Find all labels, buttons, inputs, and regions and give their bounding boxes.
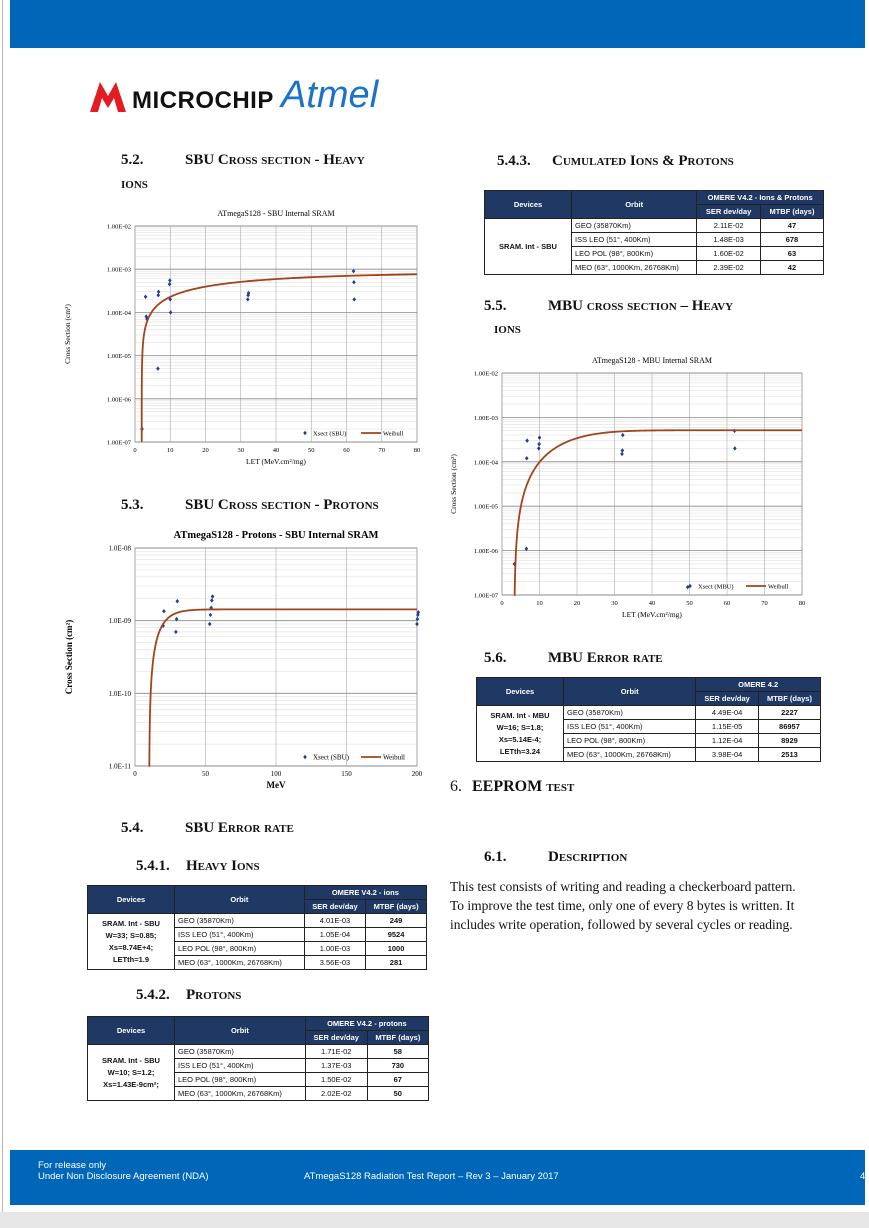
heading-6-1 — [484, 849, 627, 866]
orbit-cell: GEO (35870Km) — [572, 219, 697, 233]
x-tick-label: 30 — [237, 447, 244, 454]
y-tick-label: 1.0E-11 — [108, 762, 131, 771]
legend-label-fit: Weibull — [383, 430, 404, 438]
chart-sbu-protons — [60, 524, 440, 809]
section-title: Cumulated Ions & Protons — [552, 153, 734, 169]
section-title: Protons — [186, 987, 242, 1003]
table-row — [477, 706, 821, 720]
section-title: Description — [548, 849, 628, 865]
section-title: SBU Cross section - Heavy — [185, 152, 365, 168]
heading-5-2-cont: ions — [121, 176, 148, 192]
device-line: W=10; S=1.2; — [107, 1067, 155, 1077]
x-tick-label: 50 — [202, 770, 209, 778]
chart-title: ATmegaS128 - MBU Internal SRAM — [592, 356, 712, 365]
legend-label-fit: Weibull — [383, 753, 405, 762]
device-line: W=16; S=1.8; Xs=5.14E-4; — [496, 722, 544, 744]
section-number: 5.2. — [121, 152, 144, 168]
x-axis-label: MeV — [266, 780, 286, 790]
device-cell — [485, 219, 572, 275]
section-number: 5.4.1. — [136, 858, 170, 874]
y-axis-label: Cross Section (cm²) — [449, 454, 458, 514]
ser-cell: 1.15E-05 — [696, 720, 759, 734]
y-tick-label: 1.00E-03 — [106, 266, 131, 274]
orbit-cell: GEO (35870Km) — [175, 1045, 306, 1059]
x-tick-label: 40 — [272, 447, 280, 454]
table-header-row — [477, 678, 821, 692]
y-tick-label: 1.00E-07 — [106, 439, 131, 447]
y-tick-label: 1.00E-02 — [106, 223, 131, 231]
x-tick-label: 70 — [378, 447, 385, 454]
device-cell — [88, 914, 175, 970]
x-tick-label: 0 — [500, 600, 504, 607]
mtbf-cell: 249 — [366, 914, 427, 928]
section-number: 5.5. — [484, 298, 507, 314]
orbit-cell: ISS LEO (51°, 400Km) — [572, 233, 697, 247]
orbit-cell: MEO (63°, 1000Km, 26768Km) — [572, 261, 697, 275]
header-orbit: Orbit — [175, 886, 305, 914]
ser-cell: 1.00E-03 — [304, 942, 365, 956]
header-devices: Devices — [477, 678, 564, 706]
table-heavy-ions — [87, 885, 427, 970]
mtbf-cell: 9524 — [366, 928, 427, 942]
mtbf-cell: 678 — [760, 233, 823, 247]
header-devices: Devices — [485, 191, 572, 219]
orbit-cell: LEO POL (98°, 800Km) — [572, 247, 697, 261]
mtbf-cell: 1000 — [366, 942, 427, 956]
x-tick-label: 60 — [343, 447, 350, 454]
x-tick-label: 20 — [202, 447, 209, 454]
table-header-row — [88, 1017, 429, 1031]
orbit-cell: LEO POL (98°, 800Km) — [564, 734, 696, 748]
table-cumulated — [484, 190, 824, 275]
chart-sbu-protons-svg — [60, 524, 440, 804]
x-tick-label: 100 — [270, 770, 282, 778]
x-tick-label: 0 — [133, 770, 137, 778]
header-ser: SER dev/day — [697, 205, 761, 219]
header-mtbf: MTBF (days) — [366, 900, 427, 914]
device-line: LETth=1.9 — [112, 954, 150, 964]
chart-mbu-heavy — [446, 343, 826, 633]
mtbf-cell: 8929 — [758, 734, 820, 748]
y-axis-label: Cross Section (cm²) — [63, 304, 72, 364]
device-line: W=33; S=0.85; Xs=8.74E+4; — [105, 930, 157, 952]
mtbf-cell: 281 — [366, 956, 427, 970]
mtbf-cell: 63 — [760, 247, 823, 261]
table-protons — [87, 1016, 429, 1101]
heading-5-6 — [484, 650, 663, 667]
orbit-cell: GEO (35870Km) — [175, 914, 305, 928]
ser-cell: 1.48E-03 — [697, 233, 761, 247]
heading-5-3 — [121, 497, 379, 514]
ser-cell: 4.01E-03 — [304, 914, 365, 928]
header-orbit: Orbit — [175, 1017, 306, 1045]
section-title: SBU Cross section - Protons — [185, 497, 379, 513]
y-tick-label: 1.00E-06 — [106, 396, 131, 404]
mtbf-cell: 67 — [367, 1073, 428, 1087]
microchip-logo — [88, 78, 128, 119]
section-number: 5.4.2. — [136, 987, 170, 1003]
heading-5-4-2 — [136, 987, 241, 1004]
x-tick-label: 10 — [167, 447, 174, 454]
header-devices: Devices — [88, 1017, 175, 1045]
x-tick-label: 70 — [761, 600, 768, 607]
header-orbit: Orbit — [572, 191, 697, 219]
header-mtbf: MTBF (days) — [758, 692, 820, 706]
orbit-cell: MEO (63°, 1000Km, 26768Km) — [564, 748, 696, 762]
legend-label-points: Xsect (MBU) — [698, 583, 734, 591]
x-tick-label: 0 — [133, 447, 137, 454]
header-omere: OMERE V4.2 - Ions & Protons — [697, 191, 824, 205]
ser-cell: 1.71E-02 — [305, 1045, 367, 1059]
device-line: SRAM. Int - SBU — [102, 1055, 160, 1065]
header-ser: SER dev/day — [304, 900, 365, 914]
ser-cell: 1.37E-03 — [305, 1059, 367, 1073]
page-left-border — [2, 0, 3, 1228]
footer-document-title: ATmegaS128 Radiation Test Report – Rev 3 – January 2017 — [304, 1171, 559, 1182]
orbit-cell: MEO (63°, 1000Km, 26768Km) — [175, 956, 305, 970]
y-tick-label: 1.0E-08 — [108, 544, 131, 553]
device-line: Xs=1.43E-9cm²; — [103, 1079, 159, 1089]
ser-cell: 2.39E-02 — [697, 261, 761, 275]
description-paragraph: This test consists of writing and reading a checkerboard pattern. To improve the test time, only one of every 8 bytes is written. It includes write operation, followed by several cycles or reading. — [450, 879, 796, 932]
section-title: EEPROM test — [472, 778, 575, 795]
chart-mbu-heavy-svg — [446, 343, 826, 628]
chart-title: ATmegaS128 - Protons - SBU Internal SRAM — [173, 530, 379, 541]
y-tick-label: 1.00E-02 — [473, 370, 498, 378]
mtbf-cell: 47 — [760, 219, 823, 233]
orbit-cell: MEO (63°, 1000Km, 26768Km) — [175, 1087, 306, 1101]
section-number: 5.3. — [121, 497, 144, 513]
x-tick-label: 80 — [413, 447, 421, 454]
y-tick-label: 1.00E-04 — [106, 309, 131, 317]
y-axis-label: Cross Section (cm²) — [64, 619, 74, 695]
y-tick-label: 1.0E-09 — [108, 617, 131, 626]
chart-sbu-heavy — [60, 198, 440, 478]
ser-cell: 4.49E-04 — [696, 706, 759, 720]
y-tick-label: 1.00E-05 — [106, 353, 131, 361]
ser-cell: 1.60E-02 — [697, 247, 761, 261]
y-tick-label: 1.00E-04 — [473, 459, 498, 467]
header-mtbf: MTBF (days) — [760, 205, 823, 219]
heading-5-4-3 — [497, 153, 734, 170]
mtbf-cell: 50 — [367, 1087, 428, 1101]
heading-5-4-1 — [136, 858, 260, 875]
ser-cell: 2.11E-02 — [697, 219, 761, 233]
orbit-cell: ISS LEO (51°, 400Km) — [175, 928, 305, 942]
table-header-row — [485, 191, 824, 205]
orbit-cell: ISS LEO (51°, 400Km) — [175, 1059, 306, 1073]
heading-5-5-cont: ions — [494, 321, 521, 337]
section-number: 6.1. — [484, 849, 507, 865]
y-tick-label: 1.0E-10 — [108, 689, 131, 698]
section-title: MBU Error rate — [548, 650, 663, 666]
x-tick-label: 50 — [686, 600, 693, 607]
table-row — [88, 914, 427, 928]
header-omere: OMERE 4.2 — [696, 678, 821, 692]
footer-band — [10, 1150, 865, 1205]
header-ser: SER dev/day — [696, 692, 759, 706]
section-number: 5.4.3. — [497, 153, 531, 169]
heading-5-4 — [121, 820, 294, 837]
header-devices: Devices — [88, 886, 175, 914]
x-tick-label: 30 — [611, 600, 618, 607]
section-number: 5.6. — [484, 650, 507, 666]
ser-cell: 3.56E-03 — [304, 956, 365, 970]
ser-cell: 3.98E-04 — [696, 748, 759, 762]
y-tick-label: 1.00E-03 — [473, 414, 498, 422]
device-cell — [477, 706, 564, 762]
atmel-wordmark: Atmel — [281, 74, 379, 116]
x-tick-label: 40 — [648, 600, 656, 607]
mtbf-cell: 730 — [367, 1059, 428, 1073]
header-ser: SER dev/day — [305, 1031, 367, 1045]
header-band — [10, 0, 865, 48]
y-tick-label: 1.00E-06 — [473, 548, 498, 556]
footer-strip — [0, 1212, 869, 1228]
legend-label-points: Xsect (SBU) — [313, 753, 349, 762]
header-mtbf: MTBF (days) — [367, 1031, 428, 1045]
chart-sbu-heavy-svg — [60, 198, 440, 473]
microchip-emblem-icon — [88, 78, 128, 114]
ser-cell: 1.12E-04 — [696, 734, 759, 748]
table-row — [88, 1045, 429, 1059]
orbit-cell: GEO (35870Km) — [564, 706, 696, 720]
device-line: LETth=3.24 — [499, 746, 541, 756]
table-mbu — [476, 677, 821, 762]
x-tick-label: 20 — [573, 600, 581, 607]
heading-5-2 — [121, 152, 365, 169]
footer-page-number: 4 — [860, 1171, 866, 1182]
microchip-wordmark: MICROCHIP — [132, 87, 274, 114]
mtbf-cell: 2227 — [758, 706, 820, 720]
device-line: SRAM. Int - SBU — [499, 241, 557, 251]
heading-6 — [450, 778, 574, 796]
device-cell — [88, 1045, 175, 1101]
footer-nda: Under Non Disclosure Agreement (NDA) — [38, 1171, 209, 1182]
footer-release: For release only — [38, 1160, 107, 1171]
section-number: 6. — [450, 778, 462, 795]
x-tick-label: 10 — [536, 600, 543, 607]
section-number: 5.4. — [121, 820, 144, 836]
orbit-cell: LEO POL (98°, 800Km) — [175, 942, 305, 956]
section-title: SBU Error rate — [185, 820, 294, 836]
device-line: SRAM. Int - MBU — [490, 710, 550, 720]
x-tick-label: 150 — [341, 770, 352, 778]
y-tick-label: 1.00E-05 — [473, 503, 498, 511]
header-omere: OMERE V4.2 - ions — [304, 886, 426, 900]
x-axis-label: LET (MeV.cm²/mg) — [246, 457, 306, 466]
orbit-cell: ISS LEO (51°, 400Km) — [564, 720, 696, 734]
heading-5-5 — [484, 298, 733, 315]
ser-cell: 1.05E-04 — [304, 928, 365, 942]
chart-title: ATmegaS128 - SBU Internal SRAM — [217, 209, 335, 218]
legend-label-fit: Weibull — [768, 583, 789, 591]
mtbf-cell: 2513 — [758, 748, 820, 762]
section-title: MBU cross section – Heavy — [548, 298, 734, 314]
header-orbit: Orbit — [564, 678, 696, 706]
ser-cell: 1.50E-02 — [305, 1073, 367, 1087]
x-tick-label: 50 — [308, 447, 315, 454]
device-line: SRAM. Int - SBU — [102, 918, 160, 928]
mtbf-cell: 42 — [760, 261, 823, 275]
section-title: Heavy Ions — [186, 858, 260, 874]
header-omere: OMERE V4.2 - protons — [305, 1017, 428, 1031]
mtbf-cell: 86957 — [758, 720, 820, 734]
ser-cell: 2.02E-02 — [305, 1087, 367, 1101]
orbit-cell: LEO POL (98°, 800Km) — [175, 1073, 306, 1087]
x-axis-label: LET (MeV.cm²/mg) — [622, 610, 682, 619]
table-header-row — [88, 886, 427, 900]
y-tick-label: 1.00E-07 — [473, 592, 498, 600]
legend-label-points: Xsect (SBU) — [313, 430, 347, 438]
mtbf-cell: 58 — [367, 1045, 428, 1059]
x-tick-label: 200 — [411, 770, 423, 778]
x-tick-label: 80 — [798, 600, 806, 607]
table-row — [485, 219, 824, 233]
x-tick-label: 60 — [723, 600, 731, 607]
